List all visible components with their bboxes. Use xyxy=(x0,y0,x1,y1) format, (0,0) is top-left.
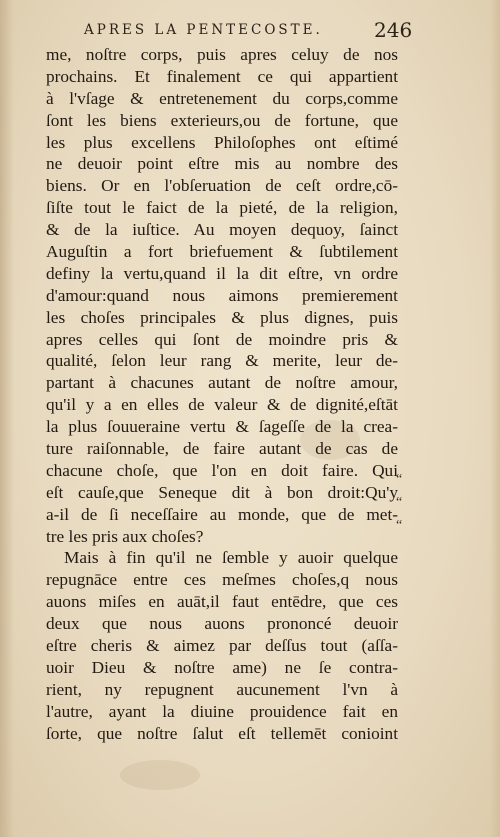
text-line: eſtre cheris & aimez par deſſus tout (aſſa- xyxy=(46,636,398,656)
text-line: repugnāce entre ces meſmes choſes,q nous xyxy=(46,570,398,590)
text-line: les choſes principales & plus dignes, puis xyxy=(46,307,398,327)
text-line: tre les pris aux choſes? xyxy=(46,526,204,546)
text-line: prochains. Et finalement ce qui appartient xyxy=(46,66,398,86)
text-line: & de la iuſtice. Au moyen dequoy, ſainct xyxy=(46,220,398,240)
text-line: me, noſtre corps, puis apres celuy de nos xyxy=(46,45,398,64)
quote-mark: “ xyxy=(396,472,403,487)
text-line: deux que nous auons prononcé deuoir xyxy=(46,614,398,634)
body-text xyxy=(46,44,398,745)
running-head xyxy=(84,18,414,42)
text-line: eſt cauſe,que Seneque dit à bon droit:Qu'y xyxy=(46,482,398,502)
paper-stain xyxy=(120,760,200,790)
page-number: 246 xyxy=(374,18,413,42)
text-line: à l'vſage & entretenement du corps,comme xyxy=(46,88,398,108)
text-line: Mais à fin qu'il ne ſemble y auoir quelque xyxy=(64,548,398,568)
text-line: la plus ſouueraine vertu & ſageſſe de la crea- xyxy=(46,417,398,437)
text-line: chacune choſe, que l'on en doit faire. Qui xyxy=(46,460,398,480)
text-line: les plus excellens Philoſophes ont eſtimé xyxy=(46,132,398,152)
text-line: ture raiſonnable, de faire autant de cas de xyxy=(46,439,398,459)
text-line: qu'il y a en elles de valeur & de dignité,eſtāt xyxy=(46,395,398,415)
text-line: d'amour:quand nous aimons premierement xyxy=(46,285,398,305)
text-line: rient, ny repugnent aucunement l'vn à xyxy=(46,679,398,699)
text-line: ſont les biens exterieurs,ou de fortune, que xyxy=(46,110,398,130)
text-line: Auguſtin a fort briefuement & ſubtilement xyxy=(46,242,398,262)
text-line: definy la vertu,quand il la dit eſtre, vn ordre xyxy=(46,263,398,283)
quote-mark: “ xyxy=(396,495,403,510)
text-line: ne deuoir point eſtre mis au nombre des xyxy=(46,154,398,174)
text-line: partant à chacunes autant de noſtre amour, xyxy=(46,373,398,393)
text-line: auons miſes en auāt,il faut entēdre, que ces xyxy=(46,592,398,612)
text-line: apres celles qui ſont de moindre pris & xyxy=(46,329,398,349)
quote-mark: “ xyxy=(396,518,403,533)
text-line: ſorte, que noſtre ſalut eſt tellemēt conioint xyxy=(46,723,398,743)
marginal-quote-marks xyxy=(396,468,420,537)
running-title: APRES LA PENTECOSTE. xyxy=(84,22,323,38)
text-line: uoir Dieu & noſtre ame) ne ſe contra- xyxy=(46,657,398,677)
text-line: a-il de ſi neceſſaire au monde, que de met- xyxy=(46,504,398,524)
text-line: qualité, ſelon leur rang & merite, leur de- xyxy=(46,351,398,371)
text-line: l'autre, ayant la diuine prouidence fait en xyxy=(46,701,398,721)
text-line: biens. Or en l'obſeruation de ceſt ordre,cō- xyxy=(46,176,398,196)
text-line: ſiſte tout le faict de la pieté, de la religion, xyxy=(46,198,398,218)
